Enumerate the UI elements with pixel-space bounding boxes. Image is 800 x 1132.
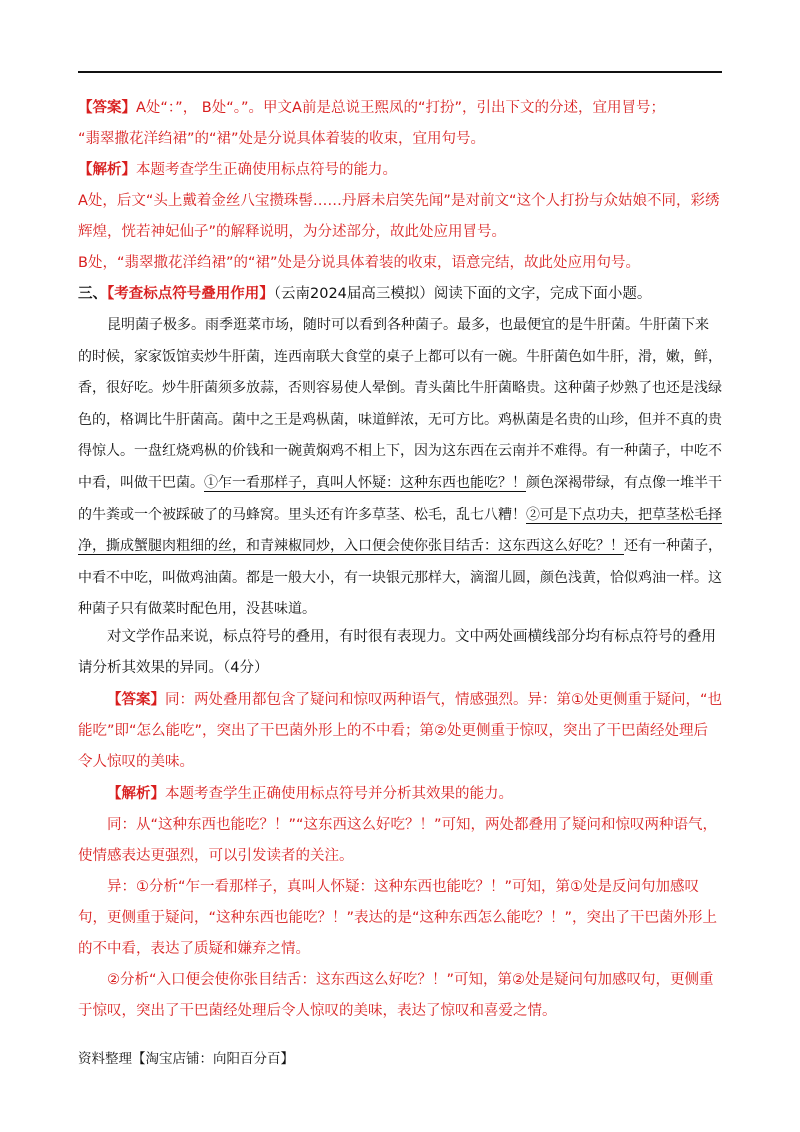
underlined-sentence-1: ①乍一看那样子，真叫人怀疑：这种东西也能吃？！ (204, 474, 526, 491)
section-heading: 三、【考查标点符号叠用作用】（云南2024届高三模拟）阅读下面的文字，完成下面小题。 (78, 286, 652, 302)
answer-line-1: 【答案】A处“：”， B处“。”。甲文A前是总说王熙凤的“打扮”，引出下文的分述，宜用冒号； (78, 100, 665, 116)
answer-tag: 【答案】 (78, 100, 136, 116)
reading-passage (78, 310, 722, 626)
answer-block-2 (78, 685, 722, 778)
answer-block-1 (78, 93, 722, 279)
analysis-para-b: B处，“翡翠撒花洋绉裙”的“裙”处是分说具体着装的收束，语意完结，故此处应用句号。 (78, 255, 640, 271)
passage-part-2: 颜色深褐带绿，有点像一堆半干的牛粪或一个被踩破了的马蜂窝。里头还有许多草茎、松毛，乱七八糟！ (78, 474, 722, 523)
passage-part-1: 昆明菌子极多。雨季逛菜市场，随时可以看到各种菌子。最多，也最便宜的是牛肝菌。牛肝菌下来的时候，家家饭馆卖炒牛肝菌，连西南联大食堂的桌子上都可以有一碗。牛肝菌色如牛肝，滑，嫩，鲜，香，很好吃。炒牛肝菌须多放蒜，否则容易使人晕倒。青头菌比牛肝菌略贵。这种菌子炒熟了也还是浅绿色的，格调比牛肝菌高。菌中之王是鸡枞菌，味道鲜浓，无可方比。鸡枞菌是名贵的山珍，但并不真的贵得惊人。一盘红烧鸡枞的价钱和一碗黄焖鸡不相上下，因为这东西在云南并不难得。有一种菌子，中吃不中看，叫做干巴菌。 (78, 317, 722, 491)
section-tag: 【考查标点符号叠用作用】 (107, 286, 274, 302)
analysis2-same: 同：从“这种东西也能吃？！”“这东西这么好吃？！”可知，两处都叠用了疑问和惊叹两种语气，使情感表达更强烈，可以引发读者的关注。 (78, 817, 718, 864)
passage-part-3: 还有一种菌子，中看不中吃，叫做鸡油菌。都是一般大小，有一块银元那样大，滴溜儿圆，颜色浅黄，恰似鸡油一样。这种菌子只有做菜时配色用，没甚味道。 (78, 538, 722, 618)
analysis-tag: 【解析】 (78, 162, 136, 178)
analysis-para-a: A处，后文“头上戴着金丝八宝攒珠髻……丹唇未启笑先闻”是对前文“这个人打扮与众姑娘不同，彩绣辉煌，恍若神妃仙子”的解释说明，为分述部分，故此处应用冒号。 (78, 193, 720, 240)
analysis2-diff1: 异：①分析“乍一看那样子，真叫人怀疑：这种东西也能吃？！”可知，第①处是反问句加感叹句，更侧重于疑问，“这种东西也能吃？！”表达的是“这种东西怎么能吃？！”，突出了干巴菌外形上的不中看，表达了质疑和嫌弃之情。 (78, 879, 718, 957)
answer-line-2: “翡翠撒花洋绉裙”的“裙”处是分说具体着装的收束，宜用句号。 (78, 131, 486, 147)
answer2-text: 同：两处叠用都包含了疑问和惊叹两种语气，情感强烈。异：第①处更侧重于疑问，“也能吃”即“怎么能吃”，突出了干巴菌外形上的不中看；第②处更侧重于惊叹，突出了干巴菌经处理后令人惊叹的美味。 (78, 692, 723, 770)
underlined-sentence-2: ②可是下点功夫，把草茎松毛择净，撕成蟹腿肉粗细的丝，和青辣椒同炒，入口便会使你张目结舌：这东西这么好吃？！ (78, 506, 722, 555)
analysis2-diff2: ②分析“入口便会使你张目结舌：这东西这么好吃？！”可知，第②处是疑问句加感叹句，更侧重于惊叹，突出了干巴菌经处理后令人惊叹的美味，表达了惊叹和喜爱之情。 (78, 972, 714, 1019)
answer2-tag: 【答案】 (107, 692, 165, 708)
footer-source: 资料整理【淘宝店铺：向阳百分百】 (78, 1051, 294, 1067)
question-text: 对文学作品来说，标点符号的叠用，有时很有表现力。文中两处画横线部分均有标点符号的叠用请分析其效果的异同。（4分） (78, 629, 716, 676)
analysis-line: 【解析】本题考查学生正确使用标点符号的能力。 (78, 162, 397, 178)
question-block (78, 622, 722, 684)
analysis2-tag: 【解析】 (107, 786, 165, 802)
analysis-block-2: 【解析】本题考查学生正确使用标点符号并分析其效果的能力。 同：从“这种东西也能吃？！”“这东西这么好吃？！”可知，两处都叠用了疑问和惊叹两种语气，使情感表达更强烈，可以引发读者的关注。 异：①分析“乍一看那样子，真叫人怀疑：这种东西也能吃？！”可知，第①处是反问句加感叹句，更侧重于疑问，“这种东西也能吃？！”表达的是“这种东西怎么能吃？！”，突出了干巴菌外形上的不中看，表达了质疑和嫌弃之情。 ②分析“入口便会使你张目结舌：这东西这么好吃？！”可知，第②处是疑问句加感叹句，更侧重于惊叹，突出了干巴菌经处理后令人惊叹的美味，表达了惊叹和喜爱之情。 (78, 779, 722, 1027)
header-rule (78, 71, 722, 73)
